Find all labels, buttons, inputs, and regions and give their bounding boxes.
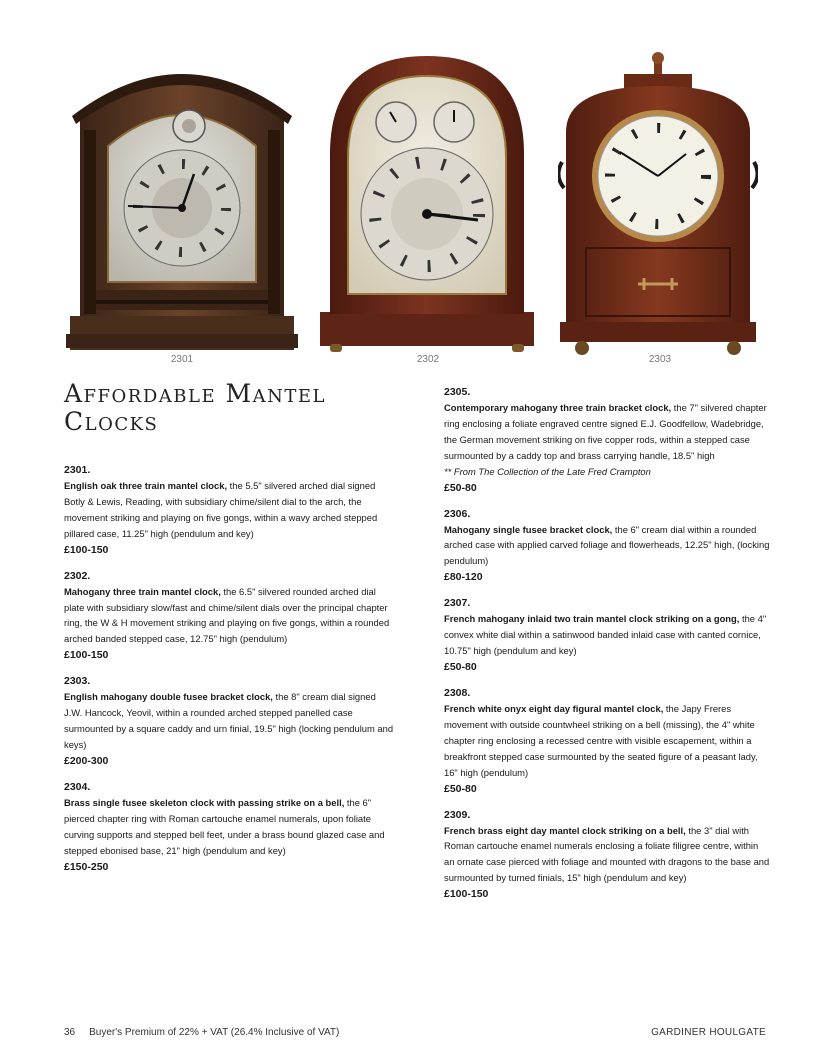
lot-name: English oak three train mantel clock,: [64, 480, 228, 491]
lot-number: 2304.: [64, 780, 91, 793]
lot-estimate: £50-80: [444, 782, 477, 795]
lot-description: the 6" pierced chapter ring with Roman cartouche enamel numerals, upon foliate curving supports and stepped bell feet, under a brass bound glazed case and stepped ebonised base, 21" high (pendulum and key): [64, 796, 385, 856]
section-title: Affordable Mantel Clocks: [64, 379, 326, 436]
lot-2307: [444, 595, 770, 675]
lot-name: French mahogany inlaid two train mantel clock striking on a gong,: [444, 613, 740, 625]
clock-photo-2302: [318, 54, 536, 354]
lot-2306: [444, 506, 770, 586]
lot-description: the 5.5" silvered arched dial signed Botly & Lewis, Reading, with subsidiary chime/silent dial to the arch, the movement striking and playing on five gongs, within a wavy arched stepped pillared case, 11.25" high (pendulum and key): [64, 480, 378, 539]
lot-number: 2305.: [444, 386, 471, 398]
lot-estimate: £50-80: [444, 660, 477, 673]
lot-description: the 4" convex white dial within a satinwood banded inlaid case with canted cornice, 10.75" high (pendulum and key): [444, 613, 767, 657]
footer-brand: GARDINER HOULGATE: [651, 1027, 766, 1038]
footer-left: [64, 1027, 339, 1038]
lot-description: the 7" silvered chapter ring enclosing a foliate engraved centre signed E.J. Goodfellow, Wadebridge, the German movement striking on five copper rods, within a stepped case surmounted by a caddy top and brass carrying handle, 18.5" high: [444, 402, 767, 461]
lot-number: 2309.: [444, 808, 471, 821]
lot-estimate: £80-120: [444, 571, 483, 584]
lot-name: Mahogany single fusee bracket clock,: [444, 523, 613, 535]
lot-description: the Japy Freres movement with outside countwheel striking on a bell (missing), the 4" white chapter ring enclosing a recessed centre with visible escapement, within a breakfront stepped case surmounted by the seated figure of a peasant lady, 16" high (pendulum): [444, 702, 758, 778]
lot-estimate: £100-150: [64, 543, 109, 556]
lot-estimate: £100-150: [64, 649, 109, 662]
lot-number: 2306.: [444, 507, 471, 520]
clock-photo-2303: [558, 52, 758, 356]
page-number: 36: [64, 1027, 76, 1038]
photo-caption-2303: 2303: [648, 354, 672, 365]
lot-2301: [64, 462, 394, 558]
lot-description: the 6.5" silvered rounded arched dial plate with subsidiary slow/fast and chime/silent dials over the principal chapter ring, the W & H movement striking and playing on five gongs, within a rounded arched banded stepped case, 12.75" high (pendulum): [64, 585, 390, 645]
lot-number: 2303.: [64, 675, 91, 688]
lot-name: French white onyx eight day figural mantel clock,: [444, 702, 664, 714]
lot-estimate: £200-300: [64, 754, 109, 767]
buyers-premium-note: Buyer's Premium of 22% + VAT (26.4% Inclusive of VAT): [89, 1027, 340, 1038]
lot-name: Brass single fusee skeleton clock with passing strike on a bell,: [64, 796, 345, 808]
clock-photo-2301: [66, 54, 298, 352]
lot-2309: [444, 807, 770, 903]
lot-2304: [64, 779, 394, 875]
photo-caption-2302: 2302: [416, 354, 440, 365]
lot-description: the 8" cream dial signed J.W. Hancock, Yeovil, within a rounded arched stepped panelled case surmounted by a square caddy and urn finial, 19.5" high (locking pendulum and keys): [64, 691, 394, 750]
lot-name: English mahogany double fusee bracket clock,: [64, 691, 273, 703]
lots-right-column: [444, 384, 770, 912]
lot-2305: [444, 384, 770, 496]
lot-number: 2307.: [444, 597, 471, 610]
lot-2302: [64, 568, 394, 664]
photo-caption-2301: 2301: [170, 354, 194, 365]
lot-estimate: £50-80: [444, 481, 477, 494]
lot-name: Contemporary mahogany three train bracket clock,: [444, 402, 672, 413]
lot-number: 2302.: [64, 569, 91, 582]
lot-number: 2301.: [64, 464, 91, 476]
lot-estimate: £150-250: [64, 860, 109, 873]
lot-provenance: ** From The Collection of the Late Fred Crampton: [444, 465, 651, 477]
lot-description: the 6" cream dial within a rounded arched case with applied carved foliage and flowerheads, 12.25" high, (locking pendulum): [444, 523, 770, 567]
lot-name: Mahogany three train mantel clock,: [64, 585, 221, 597]
lot-number: 2308.: [444, 686, 471, 699]
lots-left-column: [64, 462, 394, 885]
lot-2303: [64, 673, 394, 769]
lot-2308: [444, 685, 770, 797]
lot-description: the 3" dial with Roman cartouche enamel numerals enclosing a foliate filigree centre, within an ornate case pierced with foliage and mounted with dragons to the base and surmounted by turned finials, 15" high (pendulum and key): [444, 824, 770, 884]
lot-estimate: £100-150: [444, 888, 489, 901]
lot-name: French brass eight day mantel clock striking on a bell,: [444, 824, 686, 836]
